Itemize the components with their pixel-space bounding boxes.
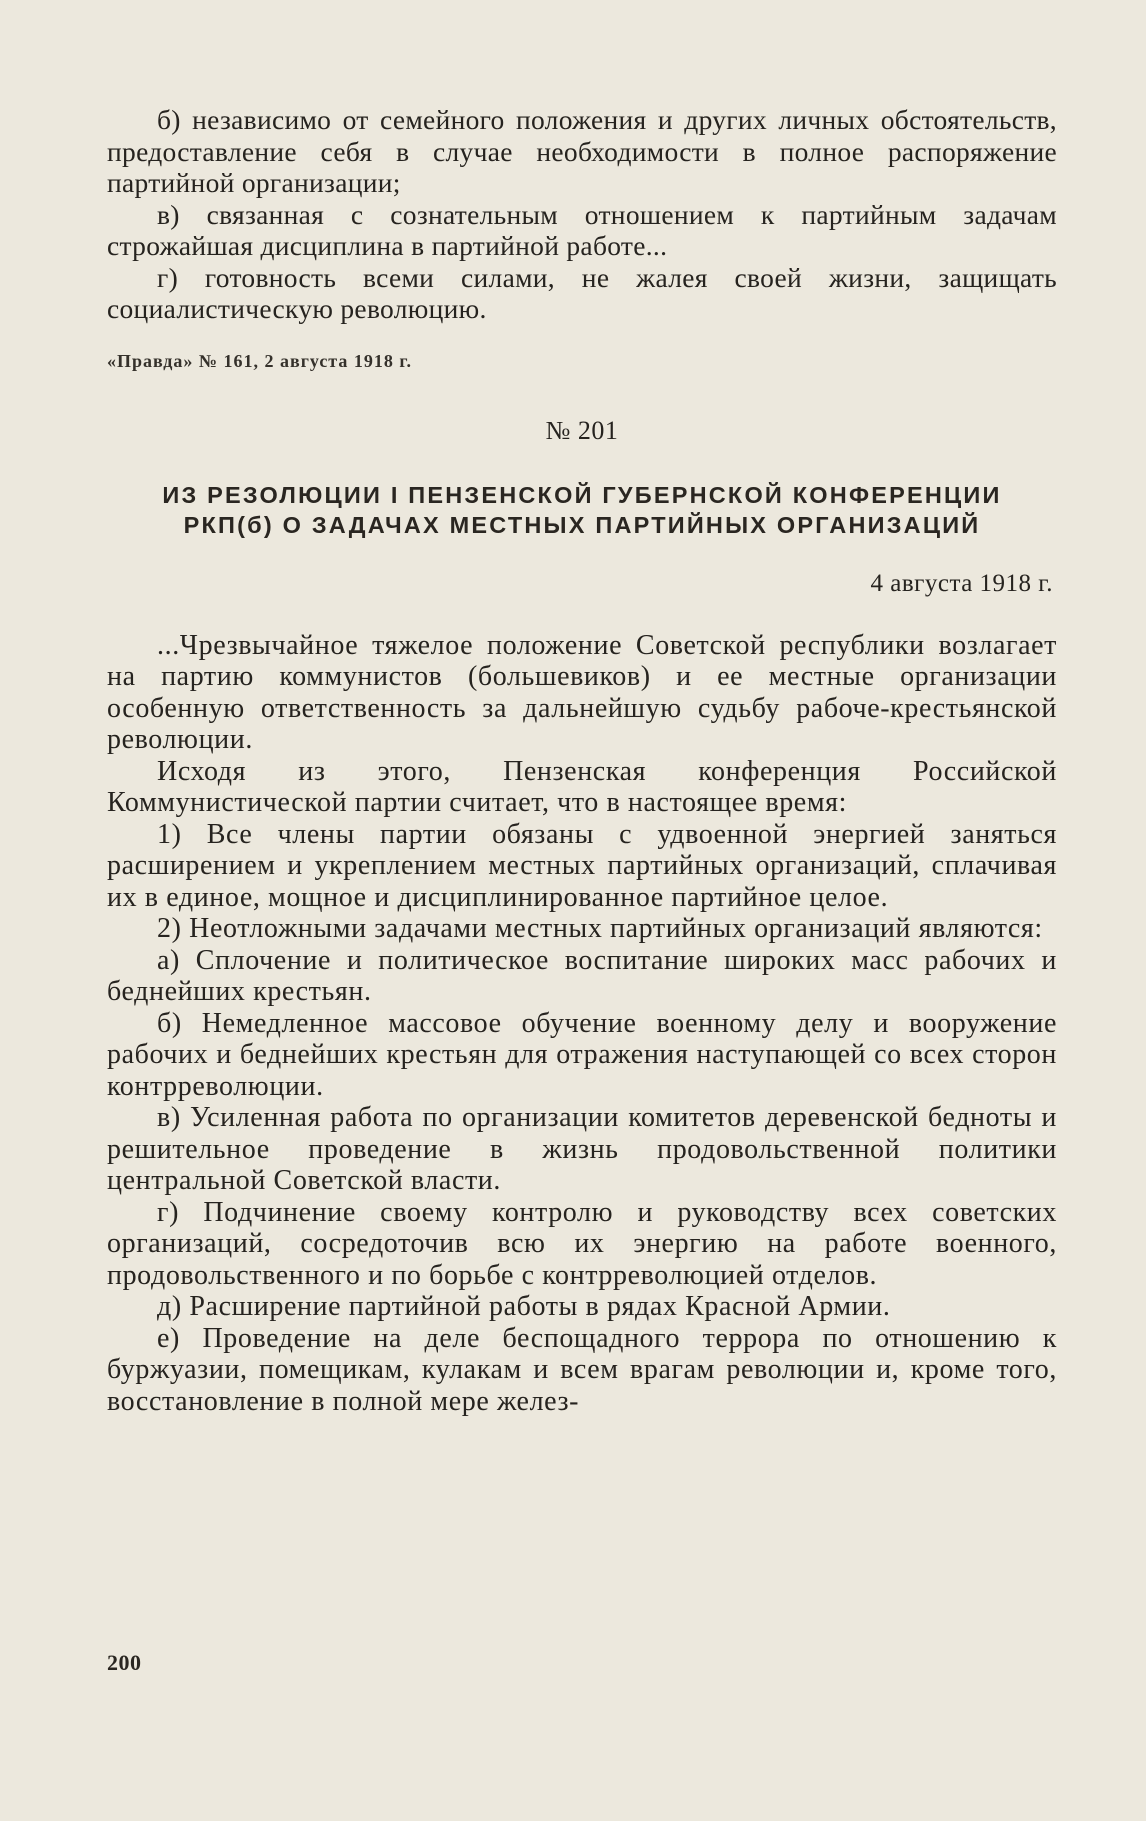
source-citation: «Правда» № 161, 2 августа 1918 г. bbox=[107, 350, 413, 371]
document-number: № 201 bbox=[545, 415, 619, 445]
paragraph: г) готовность всеми силами, не жалея своей жизни, защищать социалистическую революцию. bbox=[107, 261, 1057, 324]
title-line: РКП(б) О ЗАДАЧАХ МЕСТНЫХ ПАРТИЙНЫХ ОРГАНИЗАЦИЙ bbox=[183, 511, 981, 538]
page-content bbox=[107, 104, 1057, 1417]
title-line: ИЗ РЕЗОЛЮЦИИ I ПЕНЗЕНСКОЙ ГУБЕРНСКОЙ КОНФЕРЕНЦИИ bbox=[162, 481, 1002, 508]
document-body bbox=[107, 630, 1057, 1418]
page-number: 200 bbox=[107, 1650, 142, 1675]
paragraph: г) Подчинение своему контролю и руководству всех советских организаций, сосредоточив всю их энергию на работе военного, продовольственного и по борьбе с контрреволюцией отделов. bbox=[107, 1196, 1057, 1291]
paragraph: б) независимо от семейного положения и других личных обстоятельств, предоставление себя в случае необходимости в полное распоряжение партийной организации; bbox=[107, 104, 1057, 198]
paragraph: ...Чрезвычайное тяжелое положение Советской республики возлагает на партию коммунистов (большевиков) и ее местные организации особенную ответственность за дальнейшую судьбу рабоче-крестьянской революции. bbox=[107, 629, 1057, 755]
paragraph: 2) Неотложными задачами местных партийных организаций являются: bbox=[157, 913, 1043, 944]
previous-document-ending bbox=[107, 104, 1057, 325]
paragraph: б) Немедленное массовое обучение военному делу и вооружение рабочих и беднейших крестьян для отражения наступающей со всех сторон контрреволюции. bbox=[107, 1007, 1057, 1102]
paragraph: Исходя из этого, Пензенская конференция Российской Коммунистической партии считает, что в настоящее время: bbox=[107, 755, 1057, 818]
document-title bbox=[107, 480, 1057, 540]
paragraph: а) Сплочение и политическое воспитание широких масс рабочих и беднейших крестьян. bbox=[107, 944, 1057, 1007]
paragraph: е) Проведение на деле беспощадного террора по отношению к буржуазии, помещикам, кулакам и всем врагам революции и, кроме того, восстановление в полной мере желез- bbox=[107, 1322, 1057, 1417]
paragraph: д) Расширение партийной работы в рядах Красной Армии. bbox=[157, 1291, 891, 1322]
paragraph: 1) Все члены партии обязаны с удвоенной энергией заняться расширением и укреплением местных партийных организаций, сплачивая их в единое, мощное и дисциплинированное партийное целое. bbox=[107, 818, 1057, 913]
paragraph: в) Усиленная работа по организации комитетов деревенской бедноты и решительное проведение в жизнь продовольственной политики центральной Советской власти. bbox=[107, 1102, 1057, 1196]
document-date: 4 августа 1918 г. bbox=[870, 569, 1053, 597]
paragraph: в) связанная с сознательным отношением к партийным задачам строжайшая дисциплина в партийной работе... bbox=[107, 198, 1057, 261]
